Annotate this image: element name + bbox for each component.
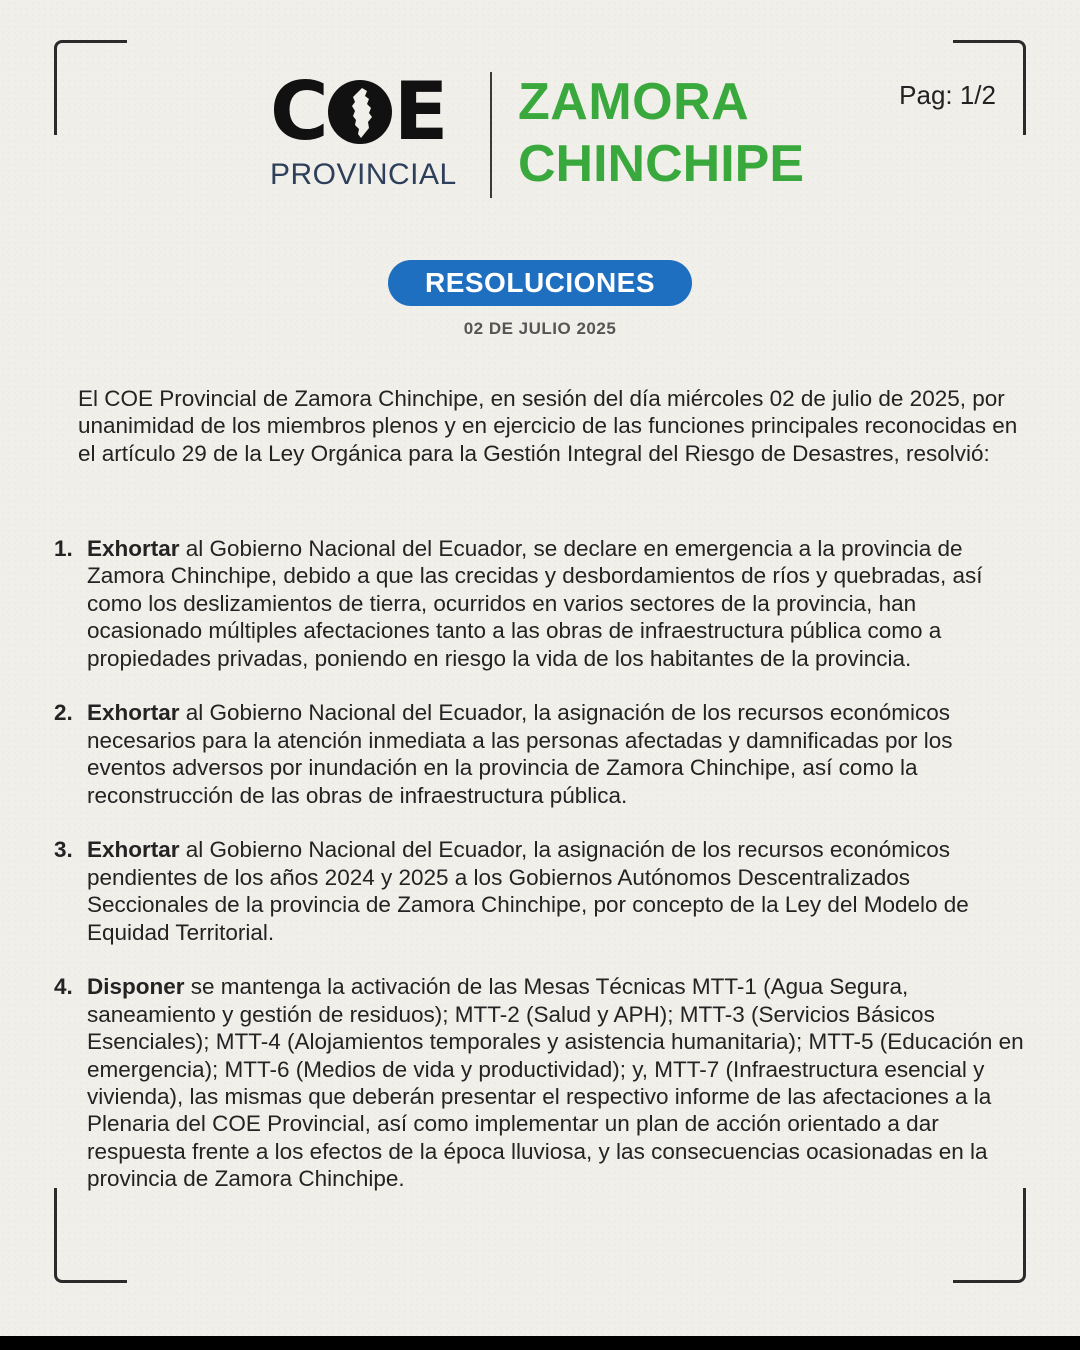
resolution-text: al Gobierno Nacional del Ecuador, la asignación de los recursos económicos pendientes de los años 2024 y 2025 a los Gobiernos Autónomos Descentralizados Seccionales de la provincia de Zamora Chinchipe, por concepto de la Ley del Modelo de Equidad Territorial. <box>87 837 969 945</box>
resolutions-title-badge: RESOLUCIONES <box>388 260 692 306</box>
page-number: Pag: 1/2 <box>899 80 996 110</box>
zamora-chinchipe-map-icon <box>328 80 392 144</box>
resolution-number: 1. <box>54 536 73 561</box>
corner-bracket-top-left <box>54 40 127 135</box>
resolution-verb: Disponer <box>87 974 185 1000</box>
coe-logo-mark <box>270 65 470 192</box>
resolution-number: 3. <box>54 837 73 863</box>
province-name-line1: ZAMORA <box>518 73 750 131</box>
resolution-text: al Gobierno Nacional del Ecuador, se declare en emergencia a la provincia de Zamora Chinchipe, debido a que las crecidas y desbordamientos de ríos y quebradas, así como los deslizamientos de tierra, ocurridos en varios sectores de la provincia, han ocasionado múltiples afectaciones tanto a las obras de infraestructura pública como a propiedades privadas, poniendo en riesgo la vida de los habitantes de la provincia. <box>87 536 983 671</box>
resolution-number: 4. <box>54 974 73 1000</box>
province-name-line2: CHINCHIPE <box>518 135 805 193</box>
resolution-item <box>54 535 1029 672</box>
resolution-date: 02 DE JULIO 2025 <box>463 319 617 338</box>
resolution-verb: Exhortar <box>87 700 180 726</box>
resolutions-list <box>54 535 1029 1220</box>
resolution-item <box>54 836 1029 946</box>
resolution-item <box>54 973 1029 1192</box>
logo-divider <box>490 72 492 198</box>
resolution-text: se mantenga la activación de las Mesas Técnicas MTT-1 (Agua Segura, saneamiento y gestión de residuos); MTT-2 (Salud y APH); MTT-3 (Servicios Básicos Esenciales); MTT-4 (Alojamientos temporales y asistencia humanitaria); MTT-5 (Educación en emergencia); MTT-6 (Medios de vida y productividad); y, MTT-7 (Infraestructura esencial y vivienda), las mismas que deberán presentar el respectivo informe de las afectaciones a la Plenaria del COE Provincial, así como implementar un plan de acción orientado a dar respuesta frente a los efectos de la época lluviosa, y las consecuencias ocasionadas en la provincia de Zamora Chinchipe. <box>87 974 1024 1192</box>
bottom-edge-bar <box>0 1336 1080 1350</box>
resolution-verb: Exhortar <box>87 536 180 561</box>
coe-letter-e: E <box>393 65 446 158</box>
resolution-text: al Gobierno Nacional del Ecuador, la asignación de los recursos económicos necesarios para la atención inmediata a las personas afectadas y damnificadas por los eventos adversos por inundación en la provincia de Zamora Chinchipe, así como la reconstrucción de las obras de infraestructura pública. <box>87 700 953 808</box>
coe-logo <box>270 65 830 205</box>
coe-logo-word <box>270 65 470 158</box>
intro-paragraph: El COE Provincial de Zamora Chinchipe, en sesión del día miércoles 02 de julio de 2025, por unanimidad de los miembros plenos y en ejercicio de las funciones principales reconocidas en el artículo 29 de la Ley Orgánica para la Gestión Integral del Riesgo de Desastres, resolvió: <box>78 386 1018 466</box>
coe-letter-c: C <box>270 65 326 158</box>
coe-logo-subtitle: PROVINCIAL <box>270 158 457 191</box>
resolution-item <box>54 699 1029 809</box>
resolution-verb: Exhortar <box>87 837 180 863</box>
province-name <box>518 73 805 193</box>
resolution-number: 2. <box>54 700 73 726</box>
